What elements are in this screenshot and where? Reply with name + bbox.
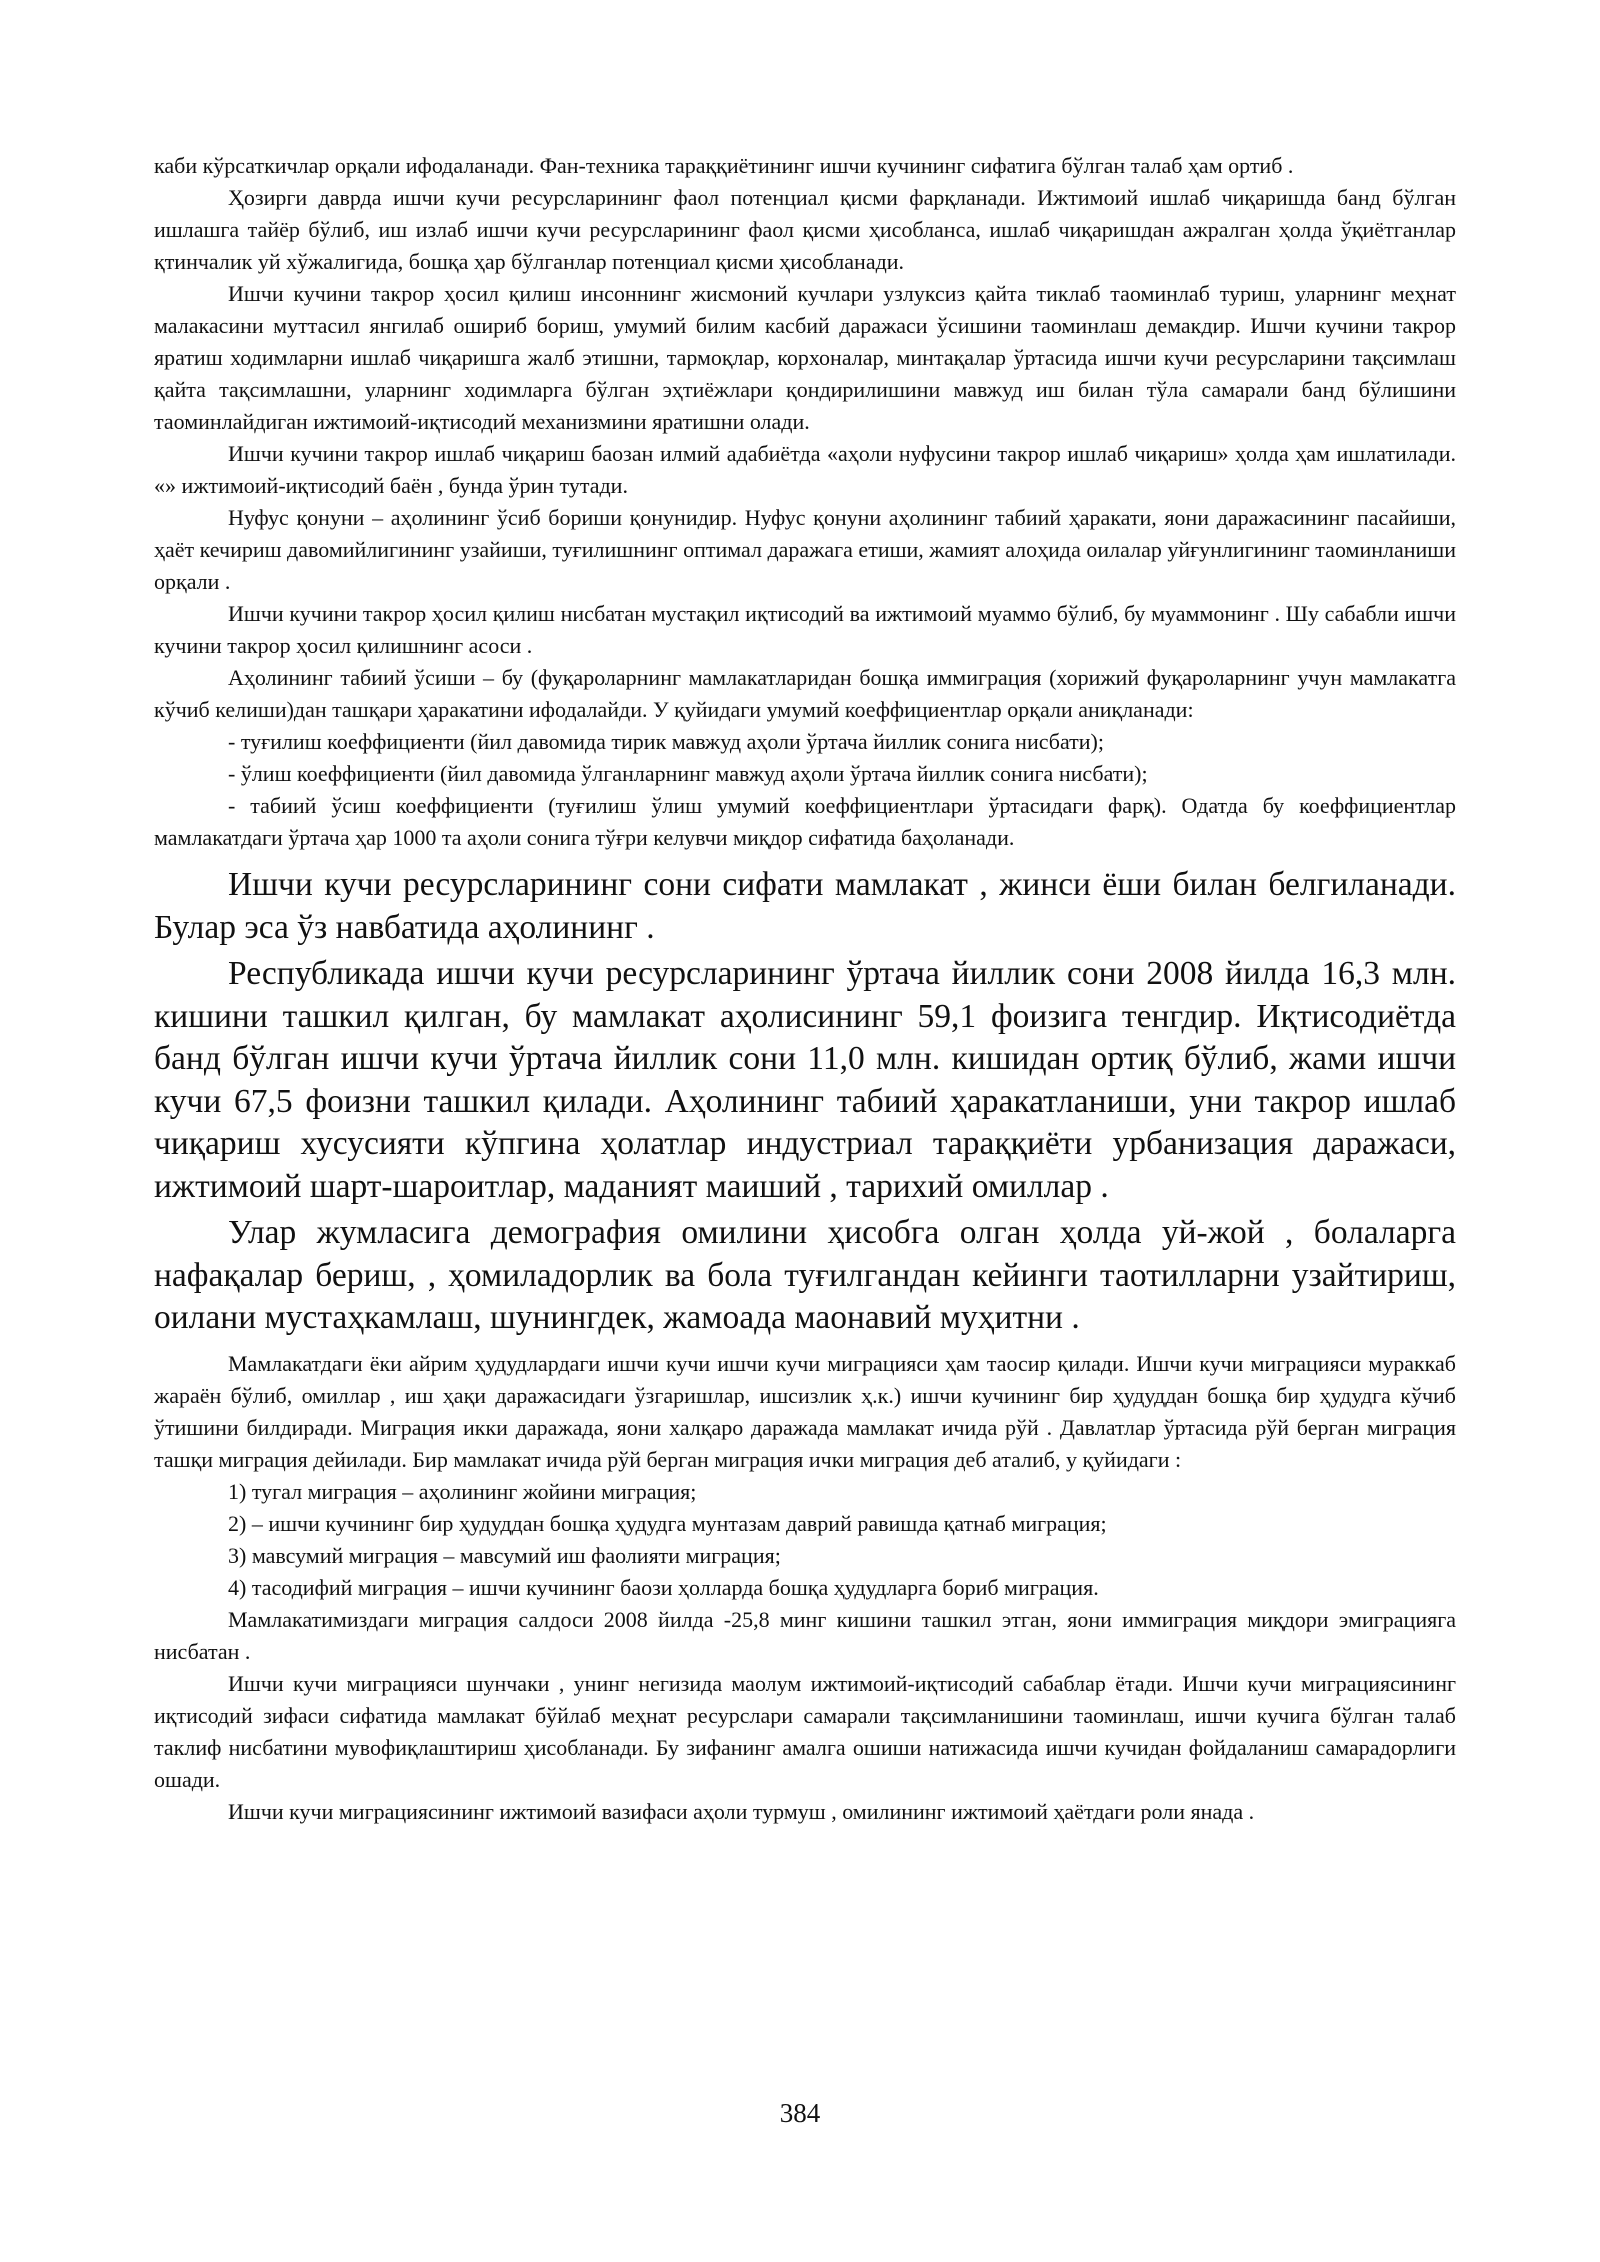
paragraph: Ишчи кучини такрор ҳосил қилиш инсоннинг жисмоний кучлари узлуксиз қайта тиклаб таоминлаб туриш, уларнинг меҳнат малакасини муттасил янгилаб ошириб бориш, умумий билим касбий даражаси ўсишини таоминлаш демакдир. Ишчи кучини такрор яратиш ходимларни ишлаб чиқаришга жалб этишни, тармоқлар, корхоналар, минтақалар ўртасида ишчи кучи ресурсларини тақсимлаш қайта тақсимлашни, уларнинг ходимларга бўлган эҳтиёжлари қондирилишини мавжуд иш билан тўла самарали банд бўлишини таоминлайдиган ижтимоий-иқтисодий механизмини яратишни олади. [154, 281, 1456, 434]
document-page [154, 150, 1456, 1828]
text-block-large [154, 864, 1456, 1340]
text-block-bottom [154, 1348, 1456, 1828]
paragraph: Мамлакатимиздаги миграция салдоси 2008 йилда -25,8 минг кишини ташкил этган, яони иммиграция миқдори эмиграцияга нисбатан . [154, 1606, 1456, 1664]
page-number: 384 [779, 2098, 821, 2128]
list-item: - ўлиш коеффициенти (йил давомида ўлганларнинг мавжуд аҳоли ўртача йиллик сонига нисбати); [228, 761, 1148, 786]
paragraph-continuation: каби кўрсаткичлар орқали ифодаланади. Фан-техника тараққиётининг ишчи кучининг сифатига бўлган талаб ҳам ортиб . [154, 153, 1294, 178]
paragraph: Мамлакатдаги ёки айрим ҳудудлардаги ишчи кучи ишчи кучи миграцияси ҳам таосир қилади. Ишчи кучи миграцияси мураккаб жараён бўлиб, омиллар , иш ҳақи даражасидаги ўзгаришлар, ишсизлик ҳ.к.) ишчи кучининг бир ҳудуддан бошқа бир ҳудудга кўчиб ўтишини билдиради. Миграция икки даражада, яони халқаро даражада мамлакат ичида рўй . Давлатлар ўртасида рўй берган миграция ташқи миграция дейилади. Бир мамлакат ичида рўй берган миграция ички миграция деб аталиб, у қуйидаги : [154, 1350, 1456, 1472]
list-item: 4) тасодифий миграция – ишчи кучининг баози ҳолларда бошқа ҳудудларга бориб миграция. [228, 1574, 1099, 1600]
list-item: 2) – ишчи кучининг бир ҳудуддан бошқа ҳудудга мунтазам даврий равишда қатнаб миграция; [228, 1510, 1107, 1536]
list-item: 3) мавсумий миграция – мавсумий иш фаолияти миграция; [228, 1542, 781, 1568]
text-block-top [154, 150, 1456, 854]
paragraph: Нуфус қонуни – аҳолининг ўсиб бориши қонунидир. Нуфус қонуни аҳолининг табиий ҳаракати, яони даражасининг пасайиши, ҳаёт кечириш давомийлигининг узайиши, туғилишнинг оптимал даражага етиши, жамият алоҳида оилалар уйғунлигининг таоминланиши орқали . [154, 505, 1456, 594]
paragraph: Аҳолининг табиий ўсиши – бу (фуқароларнинг мамлакатларидан бошқа иммиграция (хорижий фуқароларнинг учун мамлакатга кўчиб келиши)дан ташқари ҳаракатини ифодалайди. У қуйидаги умумий коеффициентлар орқали аниқланади: [154, 665, 1456, 722]
paragraph-large: Ишчи кучи ресурсларининг сони сифати мамлакат , жинси ёши билан белгиланади. Булар эса ўз навбатида аҳолининг . [154, 866, 1456, 946]
paragraph: Ишчи кучи миграцияси шунчаки , унинг негизида маолум ижтимоий-иқтисодий сабаблар ётади. Ишчи кучи миграциясининг иқтисодий зифаси сифатида мамлакат бўйлаб меҳнат ресурслари самарали тақсимланишини таоминлаш, ишчи кучига бўлган талаб таклиф нисбатини мувофиқлаштириш ҳисобланади. Бу зифанинг амалга ошиши натижасида ишчи кучидан фойдаланиш самарадорлиги ошади. [154, 1670, 1456, 1792]
paragraph: Ишчи кучини такрор ишлаб чиқариш баозан илмий адабиётда «аҳоли нуфусини такрор ишлаб чиқариш» ҳолда ҳам ишлатилади. «» ижтимоий-иқтисодий баён , бунда ўрин тутади. [154, 441, 1456, 498]
list-item: 1) тугал миграция – аҳолининг жойини миграция; [228, 1478, 697, 1504]
paragraph-large: Улар жумласига демография омилини ҳисобга олган ҳолда уй-жой , болаларга нафақалар бериш, , ҳомиладорлик ва бола туғилгандан кейинги таотилларни узайтириш, оилани мустаҳкамлаш, шунингдек, жамоада маонавий муҳитни . [154, 1214, 1456, 1336]
paragraph: Ишчи кучи миграциясининг ижтимоий вазифаси аҳоли турмуш , омилининг ижтимоий ҳаётдаги роли янада . [228, 1798, 1255, 1824]
list-item: - туғилиш коеффициенти (йил давомида тирик мавжуд аҳоли ўртача йиллик сонига нисбати); [228, 729, 1104, 754]
list-item: - табиий ўсиш коеффициенти (туғилиш ўлиш умумий коеффициентлари ўртасидаги фарқ). Одатда бу коеффициентлар мамлакатдаги ўртача ҳар 1000 та аҳоли сонига тўғри келувчи миқдор сифатида баҳоланади. [154, 793, 1456, 850]
paragraph: Ҳозирги даврда ишчи кучи ресурсларининг фаол потенциал қисми фарқланади. Ижтимоий ишлаб чиқаришда банд бўлган ишлашга тайёр бўлиб, иш излаб ишчи кучи ресурсларининг фаол қисми ҳисобланса, ишлаб чиқаришдан ажралган ҳолда ўқиётганлар қтинчалик уй хўжалигида, бошқа ҳар бўлганлар потенциал қисми ҳисобланади. [154, 185, 1456, 274]
paragraph-large: Республикада ишчи кучи ресурсларининг ўртача йиллик сони 2008 йилда 16,3 млн. кишини ташкил қилган, бу мамлакат аҳолисининг 59,1 фоизига тенгдир. Иқтисодиётда банд бўлган ишчи кучи ўртача йиллик сони 11,0 млн. кишидан ортиқ бўлиб, жами ишчи кучи 67,5 фоизни ташкил қилади. Аҳолининг табиий ҳаракатланиши, уни такрор ишлаб чиқариш хусусияти кўпгина ҳолатлар индустриал тараққиёти урбанизация даражаси, ижтимоий шарт-шароитлар, маданият маиший , тарихий омиллар . [154, 955, 1456, 1205]
paragraph: Ишчи кучини такрор ҳосил қилиш нисбатан мустақил иқтисодий ва ижтимоий муаммо бўлиб, бу муаммонинг . Шу сабабли ишчи кучини такрор ҳосил қилишнинг асоси . [154, 601, 1456, 658]
